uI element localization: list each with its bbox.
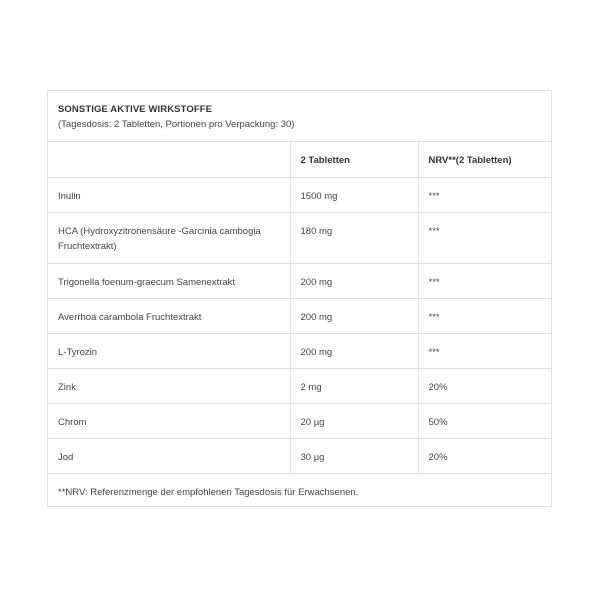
ingredient-nrv: *** (418, 212, 551, 263)
ingredient-amount: 200 mg (290, 298, 418, 333)
footnote: **NRV: Referenzmenge der empfohlenen Tagesdosis für Erwachsenen. (58, 486, 359, 498)
ingredient-name: Zink (48, 368, 290, 403)
column-header-nrv: NRV**(2 Tabletten) (418, 142, 551, 177)
table-header-row (48, 142, 551, 177)
ingredient-amount: 2 mg (290, 368, 418, 403)
ingredients-table (48, 142, 551, 500)
ingredient-nrv: 20% (418, 368, 551, 403)
table-row (48, 333, 551, 368)
ingredient-nrv: 50% (418, 403, 551, 438)
table-row (48, 368, 551, 403)
table-row (48, 212, 551, 263)
table-row (48, 298, 551, 333)
ingredient-amount: 200 mg (290, 263, 418, 298)
panel-subtitle: (Tagesdosis: 2 Tabletten, Portionen pro Verpackung: 30) (58, 119, 295, 130)
ingredient-nrv: *** (418, 333, 551, 368)
ingredient-name: Jod (48, 438, 290, 473)
panel-header (48, 91, 551, 142)
ingredient-nrv: *** (418, 177, 551, 212)
ingredient-nrv: 20% (418, 438, 551, 473)
ingredient-name: L-Tyrozin (48, 333, 290, 368)
column-header-amount: 2 Tabletten (290, 142, 418, 177)
table-row (48, 438, 551, 473)
ingredient-amount: 30 µg (290, 438, 418, 473)
ingredient-name: Averrhoa carambola Fruchtextrakt (48, 298, 290, 333)
ingredient-amount: 20 µg (290, 403, 418, 438)
ingredient-nrv: *** (418, 298, 551, 333)
panel-title: SONSTIGE AKTIVE WIRKSTOFFE (58, 104, 213, 115)
footnote-row (48, 473, 551, 500)
table-row (48, 403, 551, 438)
nutrition-panel (47, 90, 552, 507)
ingredient-amount: 180 mg (290, 212, 418, 263)
ingredient-name: Inulin (48, 177, 290, 212)
ingredient-amount: 1500 mg (290, 177, 418, 212)
ingredient-name: Chrom (48, 403, 290, 438)
ingredient-amount: 200 mg (290, 333, 418, 368)
ingredient-nrv: *** (418, 263, 551, 298)
table-row (48, 177, 551, 212)
ingredient-name: Trigonella foenum-graecum Samenextrakt (48, 263, 290, 298)
table-row (48, 263, 551, 298)
ingredient-name: HCA (Hydroxyzitronensäure -Garcinia cambogia Fruchtextrakt) (48, 212, 290, 263)
column-header-name (48, 142, 290, 177)
